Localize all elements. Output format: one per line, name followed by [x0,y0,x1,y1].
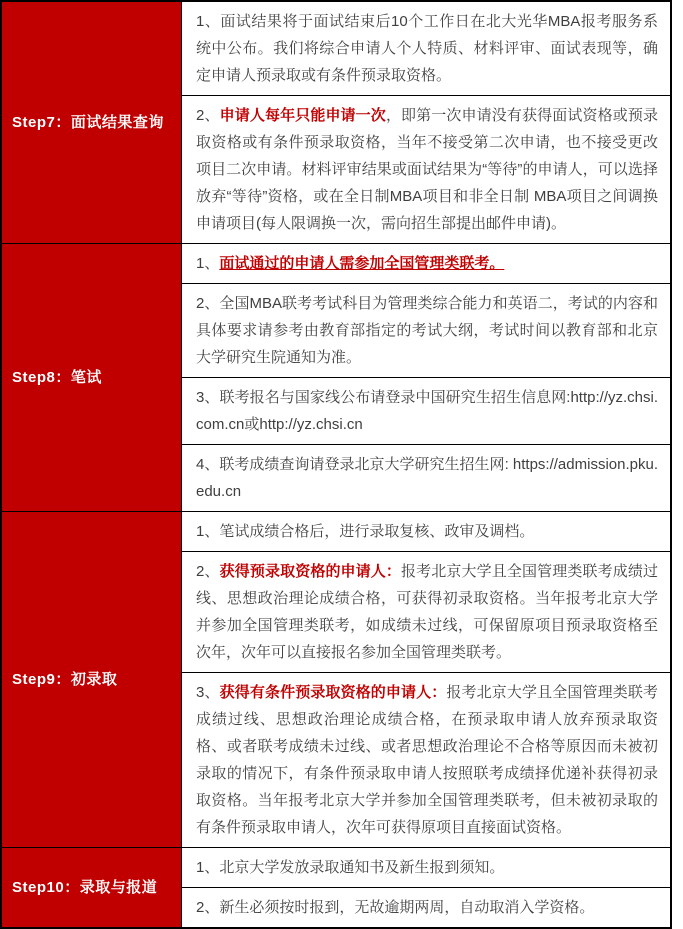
text-segment: 报考北京大学且全国管理类联考成绩过线、思想政治理论成绩合格，可获得初录取资格。当年报考北京大学并参加全国管理类联考，如成绩未过线，可保留原项目预录取资格至次年，次年可以直接报名参加全国管理类联考。 [196,563,658,661]
text-segment: 4、联考成绩查询请登录北京大学研究生招生网: https://admission.pku.edu.cn [196,456,658,500]
text-segment: 2、全国MBA联考考试科目为管理类综合能力和英语二，考试的内容和具体要求请参考由教育部指定的考试大纲，考试时间以教育部和北京大学研究生院通知为准。 [196,295,658,366]
text-segment: 3、 [196,684,220,701]
content-cell-step10-1 [182,848,672,888]
text-segment: 1、北京大学发放录取通知书及新生报到须知。 [196,859,505,876]
step-label-step7: Step7：面试结果查询 [1,1,182,244]
content-cell-step7-2 [182,96,672,244]
text-segment: ，即第一次申请没有获得面试资格或预录取资格或有条件预录取资格，当年不接受第二次申请，也不接受更改项目二次申请。材料评审结果或面试结果为“等待”的申请人，可以选择放弃“等待”资格，或在全日制MBA项目和非全日制 MBA项目之间调换申请项目(每人限调换一次，需向招生部提出邮件申请)。 [196,107,658,232]
text-segment: 1、笔试成绩合格后，进行录取复核、政审及调档。 [196,523,535,540]
text-segment: 2、 [196,563,220,580]
text-segment: 1、 [196,255,220,272]
content-cell-step9-3 [182,673,672,848]
content-cell-step9-1 [182,512,672,552]
text-segment: 1、面试结果将于面试结束后10个工作日在北大光华MBA报考服务系统中公布。我们将综合申请人个人特质、材料评审、面试表现等，确定申请人预录取或有条件预录取资格。 [196,13,658,84]
text-segment: 2、 [196,107,220,124]
text-segment: 申请人每年只能申请一次 [219,107,386,124]
content-cell-step9-2 [182,552,672,673]
step-label-step10: Step10：录取与报道 [1,848,182,929]
text-segment: 报考北京大学且全国管理类联考成绩过线、思想政治理论成绩合格，在预录取申请人放弃预录取资格、或者联考成绩未过线、或者思想政治理论不合格等原因而未被初录取的情况下，有条件预录取申请人按照联考成绩择优递补获得初录取资格。当年报考北京大学并参加全国管理类联考，但未被初录取的有条件预录取申请人，次年可获得原项目直接面试资格。 [196,684,658,836]
text-segment: 获得有条件预录取资格的申请人： [219,684,447,701]
table-row [1,848,671,888]
content-cell-step10-2 [182,888,672,929]
content-cell-step7-1 [182,1,672,96]
content-cell-step8-4 [182,445,672,512]
text-segment: 获得预录取资格的申请人： [219,563,402,580]
table-row [1,1,671,96]
step-label-step8: Step8：笔试 [1,244,182,512]
step-label-step9: Step9：初录取 [1,512,182,848]
content-cell-step8-3 [182,378,672,445]
text-segment: 3、联考报名与国家线公布请登录中国研究生招生信息网:http://yz.chsi.com.cn或http://yz.chsi.cn [196,389,658,433]
text-segment: 2、新生必须按时报到，无故逾期两周，自动取消入学资格。 [196,899,595,916]
table-row [1,512,671,552]
text-segment: 面试通过的申请人需参加全国管理类联考。 [219,255,505,272]
content-cell-step8-1 [182,244,672,284]
table-row [1,244,671,284]
content-cell-step8-2 [182,284,672,378]
